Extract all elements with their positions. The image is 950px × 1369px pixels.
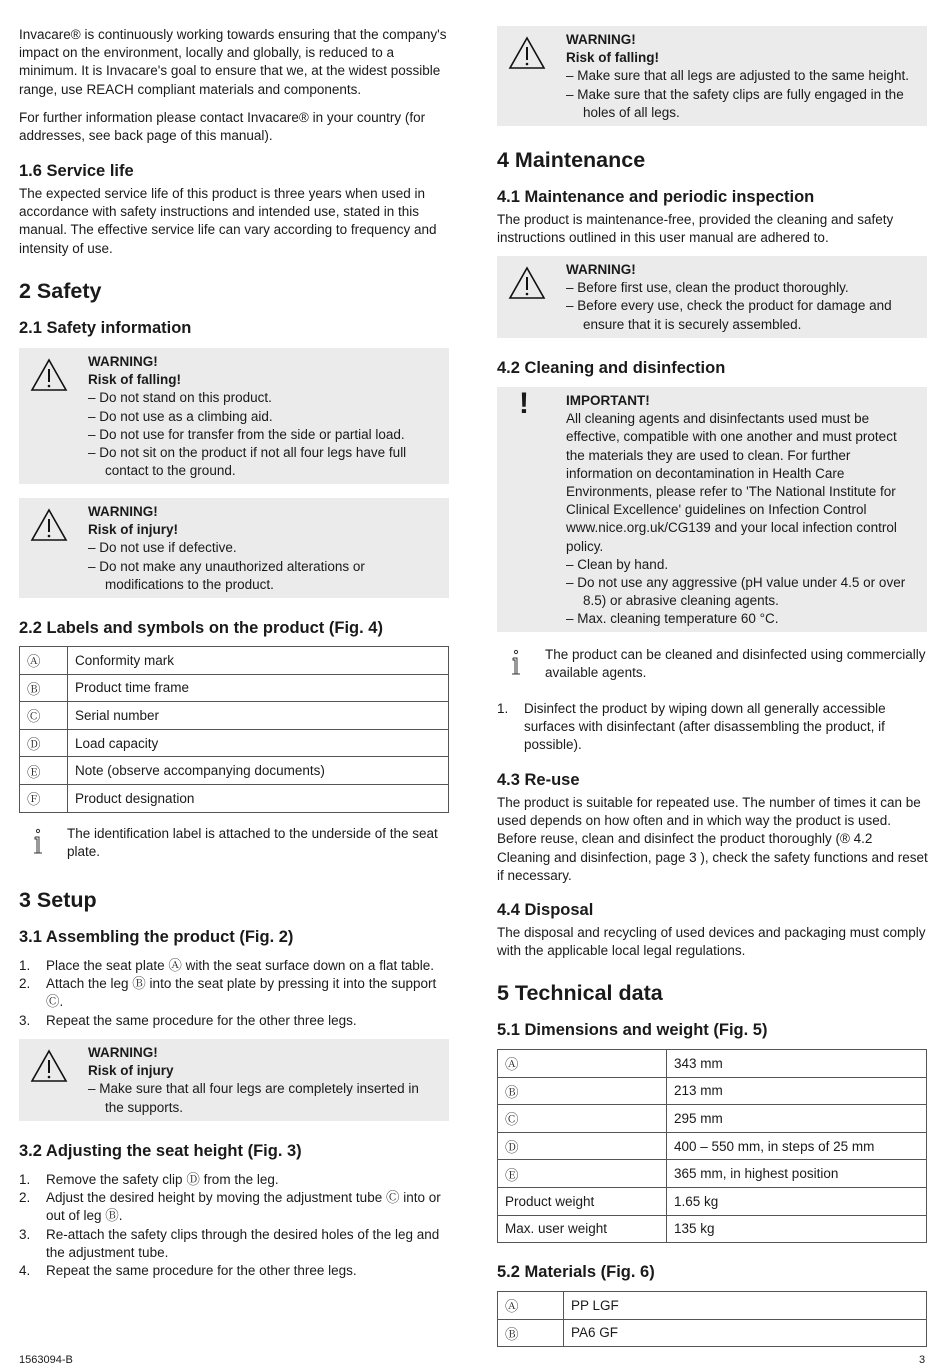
list-item (19, 1189, 449, 1225)
dimension-row (498, 1215, 927, 1243)
step-number: 2. (19, 976, 31, 992)
table-cell-key: Ⓐ (498, 1292, 564, 1320)
warning-item: – Make sure that the safety clips are fully engaged in the holes of all legs. (566, 86, 904, 120)
table-cell-value: 1.65 kg (667, 1187, 927, 1215)
section-2-heading: 2 Safety (19, 279, 102, 303)
warning-item: – Do not make any unauthorized alterations or modifications to the product. (88, 558, 365, 592)
maintenance-paragraph: The product is maintenance-free, provided the cleaning and safety instructions outlined in this user manual are adhered to. (497, 212, 894, 246)
table-cell-key: Ⓒ (20, 702, 68, 730)
table-cell-key: Ⓑ (498, 1319, 564, 1347)
warning-item: – Do not use for transfer from the side or partial load. (88, 426, 405, 442)
service-life-paragraph: The expected service life of this product is three years when used in accordance with safety instructions and intended use, stated in this manual. The effective service life can vary according to frequency and intensity of use. (19, 186, 437, 256)
contact-paragraph: For further information please contact Invacare® in your country (for addresses, see back page of this manual). (19, 109, 426, 144)
table-cell-key: Max. user weight (498, 1215, 667, 1243)
table-cell-key: Ⓔ (20, 757, 68, 785)
document-id: 1563094-B (19, 1354, 73, 1366)
dimensions-table (497, 1049, 927, 1243)
step-text: Remove the safety clip Ⓓ from the leg. (46, 1172, 279, 1187)
important-box (497, 387, 927, 632)
step-number: 4. (19, 1263, 31, 1279)
warning-box-injury (19, 498, 449, 598)
table-cell-value: Product designation (68, 784, 449, 812)
label-row (20, 784, 449, 812)
info-text: The product can be cleaned and disinfected using commercially available agents. (545, 647, 926, 681)
list-item (19, 1171, 449, 1189)
info-text: The identification label is attached to the underside of the seat plate. (67, 826, 438, 860)
step-number: 1. (19, 1172, 31, 1187)
warning-title: WARNING! (566, 32, 636, 47)
labels-table (19, 646, 449, 813)
dimension-row (498, 1105, 927, 1133)
dimension-row (498, 1077, 927, 1105)
step-text: Attach the leg Ⓑ into the seat plate by pressing it into the support Ⓒ. (46, 976, 437, 1010)
important-title: IMPORTANT! (566, 393, 650, 408)
reuse-paragraph: The product is suitable for repeated use. The number of times it can be used depends on how often and in which way the product is used. Before reuse, clean and disinfect the product thoroughly (® 4.2 Cleaning and disinfection, page 3 ), check the safety functions and reset if necessary. (497, 795, 928, 883)
table-cell-value: 135 kg (667, 1215, 927, 1243)
table-cell-key: Ⓓ (498, 1132, 667, 1160)
label-row (20, 702, 449, 730)
section-1-6-heading: 1.6 Service life (19, 162, 134, 180)
table-cell-key: Ⓑ (20, 674, 68, 702)
table-cell-value: Conformity mark (68, 647, 449, 675)
section-4-2-heading: 4.2 Cleaning and disinfection (497, 359, 726, 377)
table-cell-value: Serial number (68, 702, 449, 730)
assembly-steps (19, 957, 449, 1030)
materials-table (497, 1291, 927, 1347)
step-text: Repeat the same procedure for the other three legs. (46, 1012, 357, 1028)
warning-item: – Before every use, check the product for damage and ensure that it is securely assembled. (566, 298, 892, 332)
step-text: Disinfect the product by wiping down all generally accessible surfaces with disinfectant (after disassembling the product, if possible). (524, 701, 886, 753)
warning-box-first-use (497, 256, 927, 338)
table-cell-key: Ⓓ (20, 729, 68, 757)
disposal-paragraph: The disposal and recycling of used devices and packaging must comply with the applicable local legal regulations. (497, 925, 926, 959)
intro-paragraph: Invacare® is continuously working towards ensuring that the company's impact on the environment, locally and globally, is reduced to a minimum. It is Invacare's goal to ensure that we, at the widest possible range, use REACH compliant materials and components. (19, 27, 447, 97)
label-row (20, 729, 449, 757)
warning-item: – Make sure that all legs are adjusted to the same height. (566, 68, 909, 84)
section-4-3-heading: 4.3 Re-use (497, 771, 580, 789)
warning-subtitle: Risk of falling! (566, 50, 660, 66)
warning-item: – Do not use if defective. (88, 540, 237, 556)
warning-item: – Make sure that all four legs are completely inserted in the supports. (88, 1081, 419, 1115)
table-cell-key: Ⓑ (498, 1077, 667, 1105)
dimension-row (498, 1187, 927, 1215)
warning-title: WARNING! (88, 504, 158, 519)
step-number: 3. (19, 1226, 31, 1242)
table-cell-key: Ⓒ (498, 1105, 667, 1133)
table-cell-value: 365 mm, in highest position (667, 1160, 927, 1188)
info-icon (510, 649, 522, 679)
list-item (19, 1012, 449, 1030)
table-cell-key: Ⓐ (498, 1050, 667, 1078)
section-4-1-heading: 4.1 Maintenance and periodic inspection (497, 188, 815, 206)
warning-title: WARNING! (88, 354, 158, 369)
section-5-heading: 5 Technical data (497, 981, 663, 1005)
section-2-2-heading: 2.2 Labels and symbols on the product (Fig. 4) (19, 619, 383, 637)
dimension-row (498, 1050, 927, 1078)
warning-triangle-icon (508, 266, 546, 300)
step-number: 3. (19, 1012, 31, 1028)
warning-triangle-icon (30, 1049, 68, 1083)
info-note-label (19, 825, 449, 861)
table-cell-key: Ⓔ (498, 1160, 667, 1188)
dimension-row (498, 1132, 927, 1160)
section-4-4-heading: 4.4 Disposal (497, 901, 594, 919)
list-item (19, 1226, 449, 1262)
section-5-2-heading: 5.2 Materials (Fig. 6) (497, 1263, 655, 1281)
table-cell-value: PP LGF (564, 1292, 927, 1320)
warning-subtitle: Risk of injury (88, 1063, 174, 1079)
section-2-1-heading: 2.1 Safety information (19, 319, 192, 337)
step-number: 1. (497, 701, 509, 716)
section-4-heading: 4 Maintenance (497, 148, 646, 172)
list-item (19, 1262, 449, 1280)
dimension-row (498, 1160, 927, 1188)
material-row (498, 1292, 927, 1320)
warning-title: WARNING! (566, 262, 636, 277)
table-cell-value: 213 mm (667, 1077, 927, 1105)
important-item: – Do not use any aggressive (pH value under 4.5 or over 8.5) or abrasive cleaning agents. (566, 575, 906, 609)
table-cell-value: Product time frame (68, 674, 449, 702)
page-number: 3 (919, 1354, 926, 1366)
warning-triangle-icon (30, 358, 68, 392)
important-body: All cleaning agents and disinfectants used must be effective, compatible with one another and must protect the materials they are used to clean. For further information on decontamination in Health Care Environments, please refer to 'The National Institute for Clinical Excellence' guidelines on Infection Control www.nice.org.uk/CG139 and your local infection control policy. (566, 411, 897, 554)
info-note-cleaning (497, 646, 927, 682)
warning-box-height (497, 26, 927, 126)
height-steps (19, 1171, 449, 1280)
warning-box-inserted (19, 1039, 449, 1121)
step-number: 1. (19, 958, 31, 973)
warning-box-falling (19, 348, 449, 484)
disinfect-steps (497, 700, 927, 755)
section-3-1-heading: 3.1 Assembling the product (Fig. 2) (19, 928, 294, 946)
step-text: Place the seat plate Ⓐ with the seat surface down on a flat table. (46, 958, 434, 973)
warning-subtitle: Risk of falling! (88, 372, 182, 388)
table-cell-value: 400 – 550 mm, in steps of 25 mm (667, 1132, 927, 1160)
step-text: Re-attach the safety clips through the desired holes of the leg and the adjustment tube. (46, 1226, 440, 1260)
list-item (19, 975, 449, 1011)
table-cell-value: Load capacity (68, 729, 449, 757)
important-item: – Max. cleaning temperature 60 °C. (566, 611, 779, 627)
material-row (498, 1319, 927, 1347)
warning-item: – Do not sit on the product if not all four legs have full contact to the ground. (88, 445, 407, 479)
table-cell-key: Ⓕ (20, 784, 68, 812)
table-cell-value: 343 mm (667, 1050, 927, 1078)
important-item: – Clean by hand. (566, 556, 669, 572)
warning-triangle-icon (508, 36, 546, 70)
label-row (20, 674, 449, 702)
warning-item: – Do not stand on this product. (88, 390, 272, 406)
label-row (20, 647, 449, 675)
table-cell-key: Ⓐ (20, 647, 68, 675)
section-3-2-heading: 3.2 Adjusting the seat height (Fig. 3) (19, 1142, 302, 1160)
table-cell-value: PA6 GF (564, 1319, 927, 1347)
warning-title: WARNING! (88, 1045, 158, 1060)
warning-triangle-icon (30, 508, 68, 542)
label-row (20, 757, 449, 785)
section-3-heading: 3 Setup (19, 888, 97, 912)
table-cell-key: Product weight (498, 1187, 667, 1215)
warning-subtitle: Risk of injury! (88, 522, 179, 538)
list-item (497, 700, 927, 755)
section-5-1-heading: 5.1 Dimensions and weight (Fig. 5) (497, 1021, 768, 1039)
step-number: 2. (19, 1190, 31, 1206)
warning-item: – Do not use as a climbing aid. (88, 408, 273, 424)
step-text: Adjust the desired height by moving the adjustment tube Ⓒ into or out of leg Ⓑ. (46, 1190, 441, 1224)
exclamation-icon: ! (519, 387, 529, 420)
table-cell-value: 295 mm (667, 1105, 927, 1133)
step-text: Repeat the same procedure for the other three legs. (46, 1263, 357, 1279)
list-item (19, 957, 449, 975)
info-icon (32, 828, 44, 858)
warning-item: – Before first use, clean the product thoroughly. (566, 280, 849, 296)
table-cell-value: Note (observe accompanying documents) (68, 757, 449, 785)
